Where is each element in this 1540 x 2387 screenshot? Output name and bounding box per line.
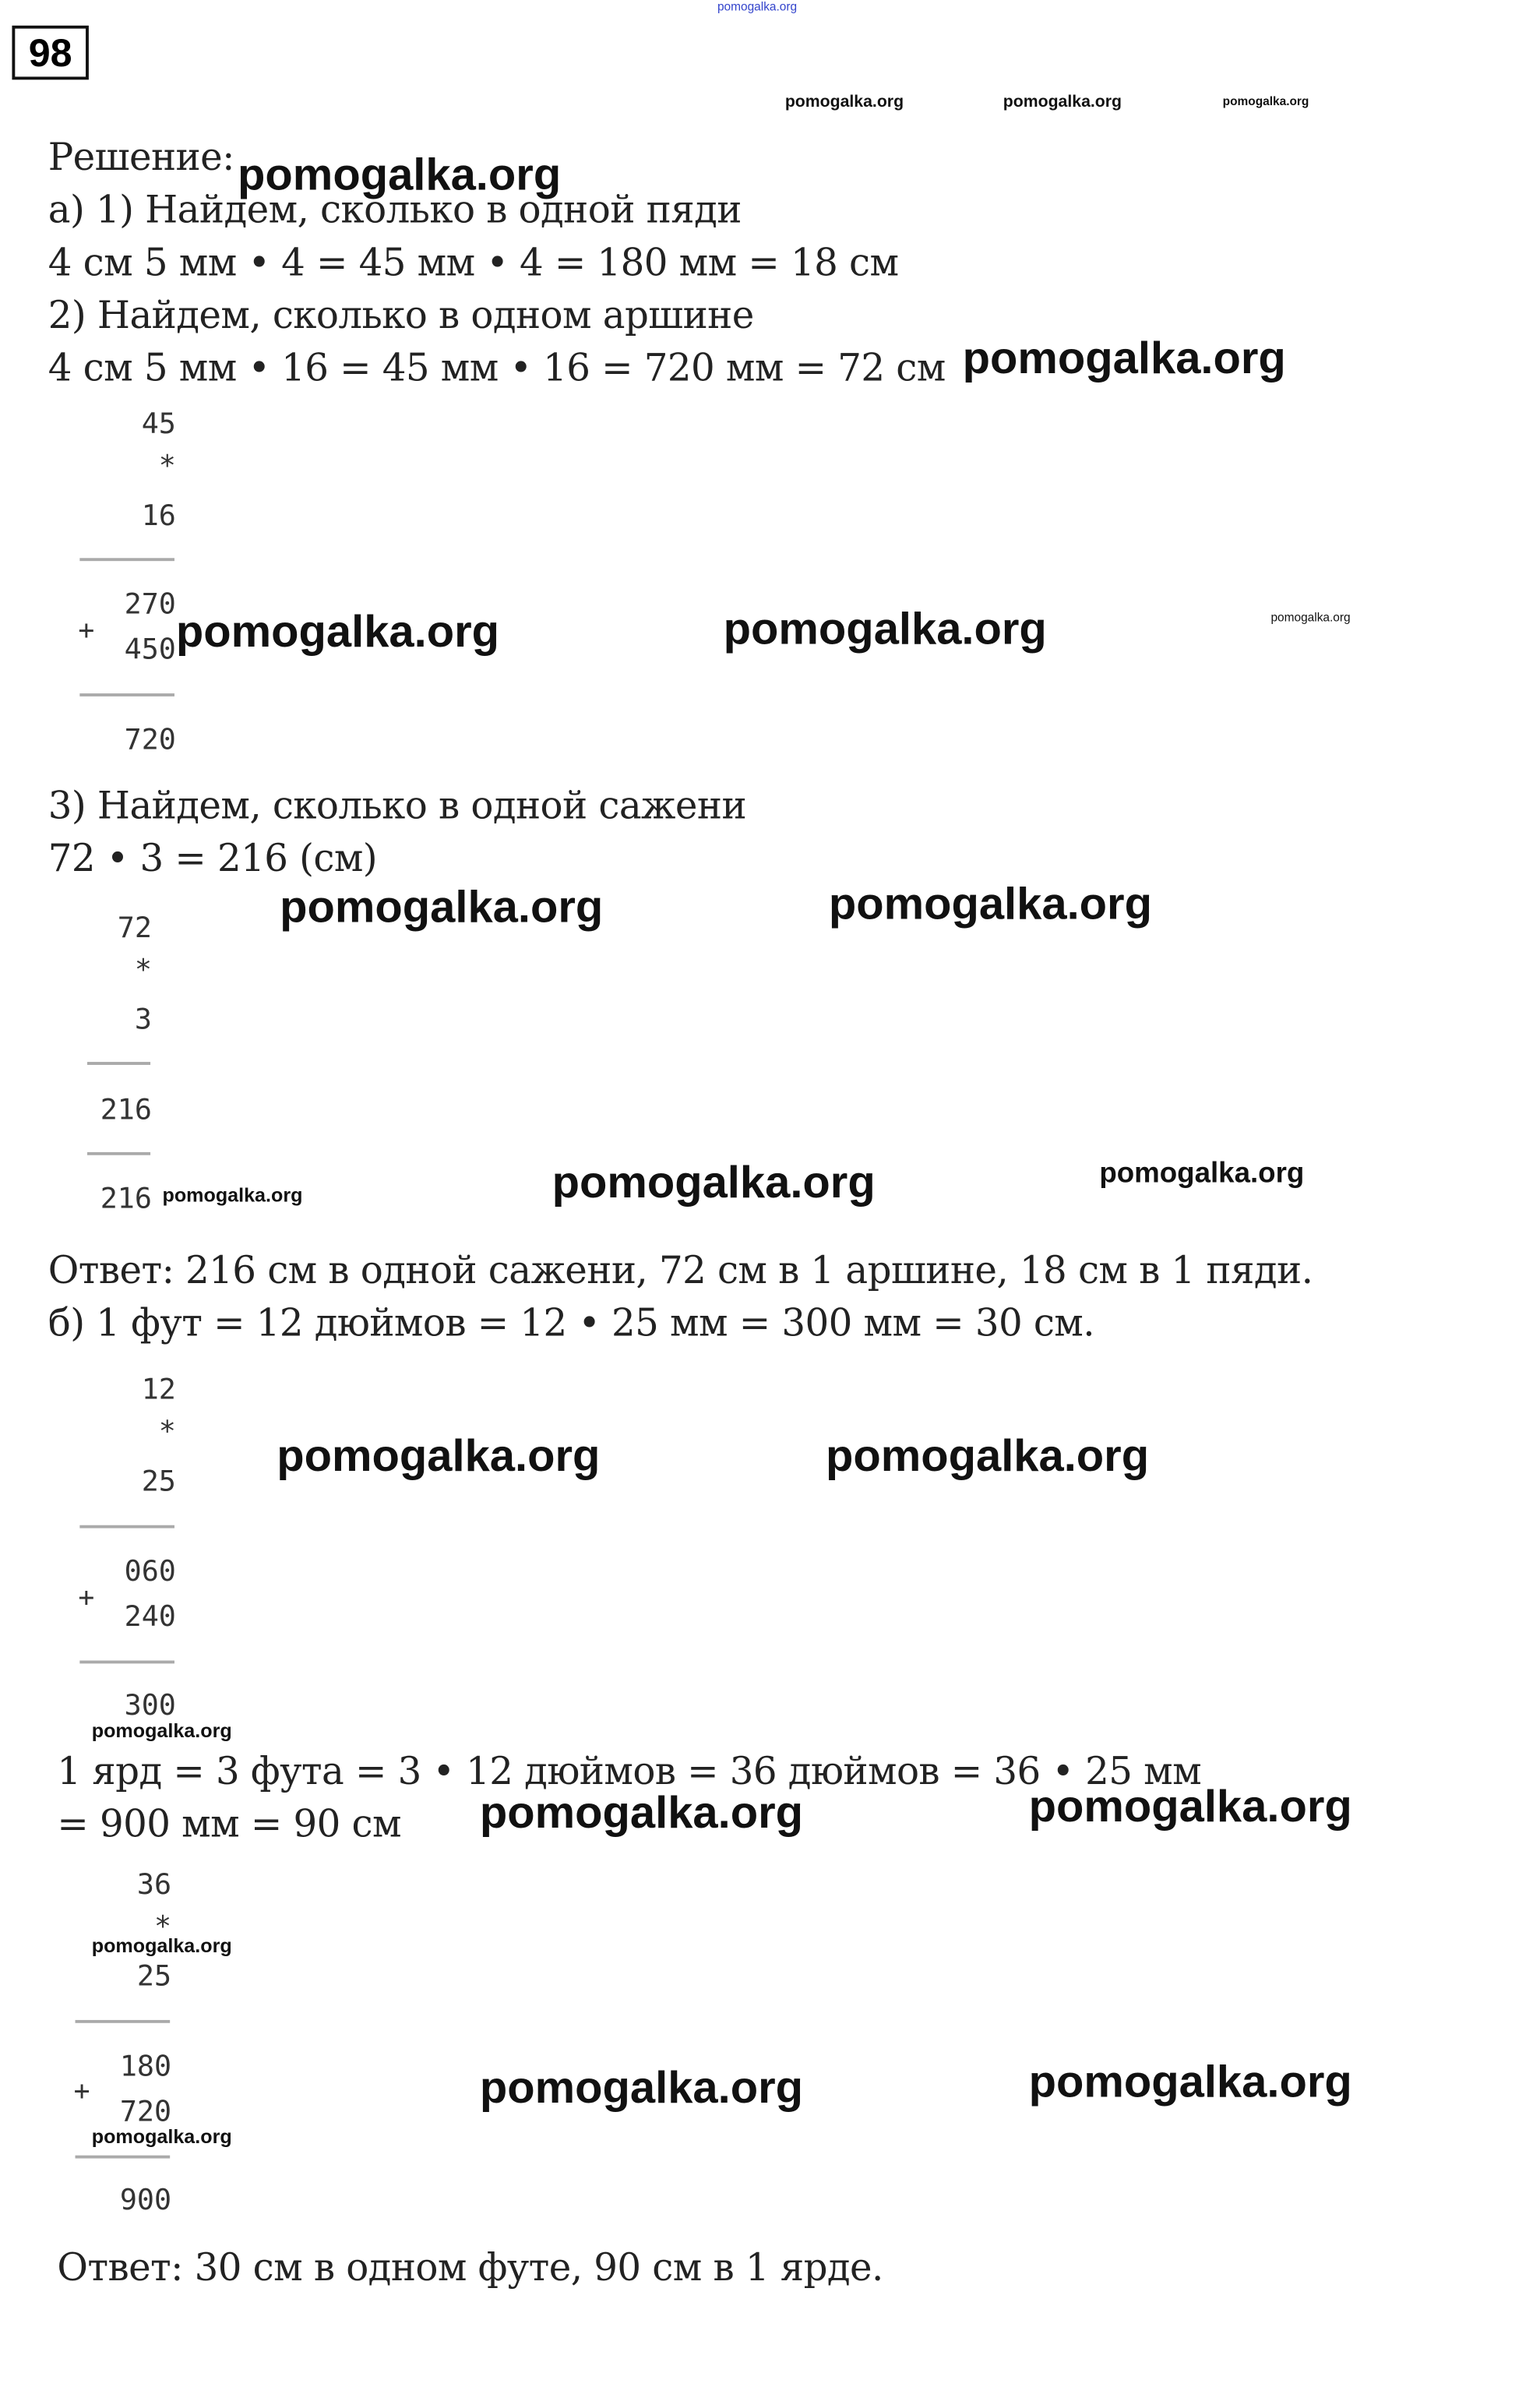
col1-p2: 450 (124, 633, 176, 667)
col2-p1: 216 (100, 1093, 153, 1127)
col3-op: * (158, 1415, 176, 1449)
watermark: pomogalka.org (962, 333, 1286, 384)
watermark: pomogalka.org (1028, 1782, 1352, 1832)
watermark: pomogalka.org (825, 1432, 1150, 1482)
step3-calc: 72 • 3 = 216 (см) (48, 836, 378, 880)
col1-a: 45 (141, 407, 176, 441)
step1-title: а) 1) Найдем, сколько в одной пяди (48, 188, 742, 232)
watermark: pomogalka.org (828, 880, 1152, 930)
col2-b: 3 (134, 1003, 153, 1037)
watermark: pomogalka.org (238, 150, 562, 200)
watermark: pomogalka.org (1222, 94, 1309, 109)
col2-result: 216 (100, 1182, 153, 1216)
step3-title: 3) Найдем, сколько в одной сажени (48, 783, 747, 827)
watermark: pomogalka.org (277, 1432, 601, 1482)
divider (87, 1152, 150, 1155)
divider (79, 693, 174, 696)
divider (79, 1525, 174, 1528)
watermark: pomogalka.org (1270, 610, 1351, 625)
watermark: pomogalka.org (91, 1934, 232, 1957)
col4-op: * (153, 1909, 172, 1944)
col4-p2: 720 (119, 2095, 172, 2128)
watermark: pomogalka.org (784, 93, 904, 111)
foot-calc: б) 1 фут = 12 дюймов = 12 • 25 мм = 300 мм = 30 см. (48, 1301, 1095, 1345)
watermark: pomogalka.org (552, 1158, 876, 1208)
col3-b: 25 (141, 1465, 176, 1498)
col1-p1: 270 (124, 587, 176, 622)
watermark: pomogalka.org (91, 2125, 232, 2149)
answer-a: Ответ: 216 см в одной сажени, 72 см в 1 аршине, 18 см в 1 пяди. (48, 1248, 1313, 1292)
yard-calc-2: = 900 мм = 90 см (57, 1801, 401, 1846)
col3-p2: 240 (124, 1600, 176, 1634)
watermark: pomogalka.org (1028, 2057, 1352, 2107)
watermark: pomogalka.org (723, 605, 1047, 654)
watermark: pomogalka.org (162, 1183, 303, 1207)
col3-p1: 060 (124, 1555, 176, 1588)
watermark: pomogalka.org (280, 883, 604, 933)
col1-plus: + (78, 615, 95, 647)
watermark: pomogalka.org (1003, 93, 1122, 111)
col3-a: 12 (141, 1373, 176, 1407)
divider (76, 2156, 171, 2159)
step2-calc: 4 см 5 мм • 16 = 45 мм • 16 = 720 мм = 72 см (48, 346, 946, 390)
watermark: pomogalka.org (91, 1719, 232, 1742)
divider (87, 1062, 150, 1065)
col3-result: 300 (124, 1689, 176, 1722)
col1-result: 720 (124, 723, 176, 757)
col4-result: 900 (119, 2184, 172, 2217)
col4-p1: 180 (119, 2050, 172, 2084)
step2-title: 2) Найдем, сколько в одном аршине (48, 293, 754, 337)
step1-calc: 4 см 5 мм • 4 = 45 мм • 4 = 180 мм = 18 см (48, 240, 899, 284)
col2-op: * (134, 954, 153, 987)
watermark: pomogalka.org (175, 608, 500, 658)
col4-b: 25 (136, 1959, 172, 1994)
watermark: pomogalka.org (717, 0, 798, 14)
watermark: pomogalka.org (1099, 1158, 1305, 1190)
col3-plus: + (78, 1582, 95, 1614)
divider (79, 558, 174, 561)
answer-b: Ответ: 30 см в одном футе, 90 см в 1 ярде. (57, 2245, 883, 2290)
col1-b: 16 (141, 499, 176, 533)
col4-a: 36 (136, 1867, 172, 1902)
solution-label: Решение: (48, 135, 234, 179)
task-number: 98 (12, 26, 88, 80)
watermark: pomogalka.org (479, 1788, 804, 1839)
yard-calc-1: 1 ярд = 3 фута = 3 • 12 дюймов = 36 дюймов = 36 • 25 мм (57, 1749, 1202, 1793)
divider (79, 1660, 174, 1663)
watermark: pomogalka.org (479, 2063, 804, 2114)
col2-a: 72 (117, 911, 153, 945)
divider (76, 2020, 171, 2023)
col1-op: * (158, 450, 176, 483)
col4-plus: + (73, 2075, 90, 2107)
